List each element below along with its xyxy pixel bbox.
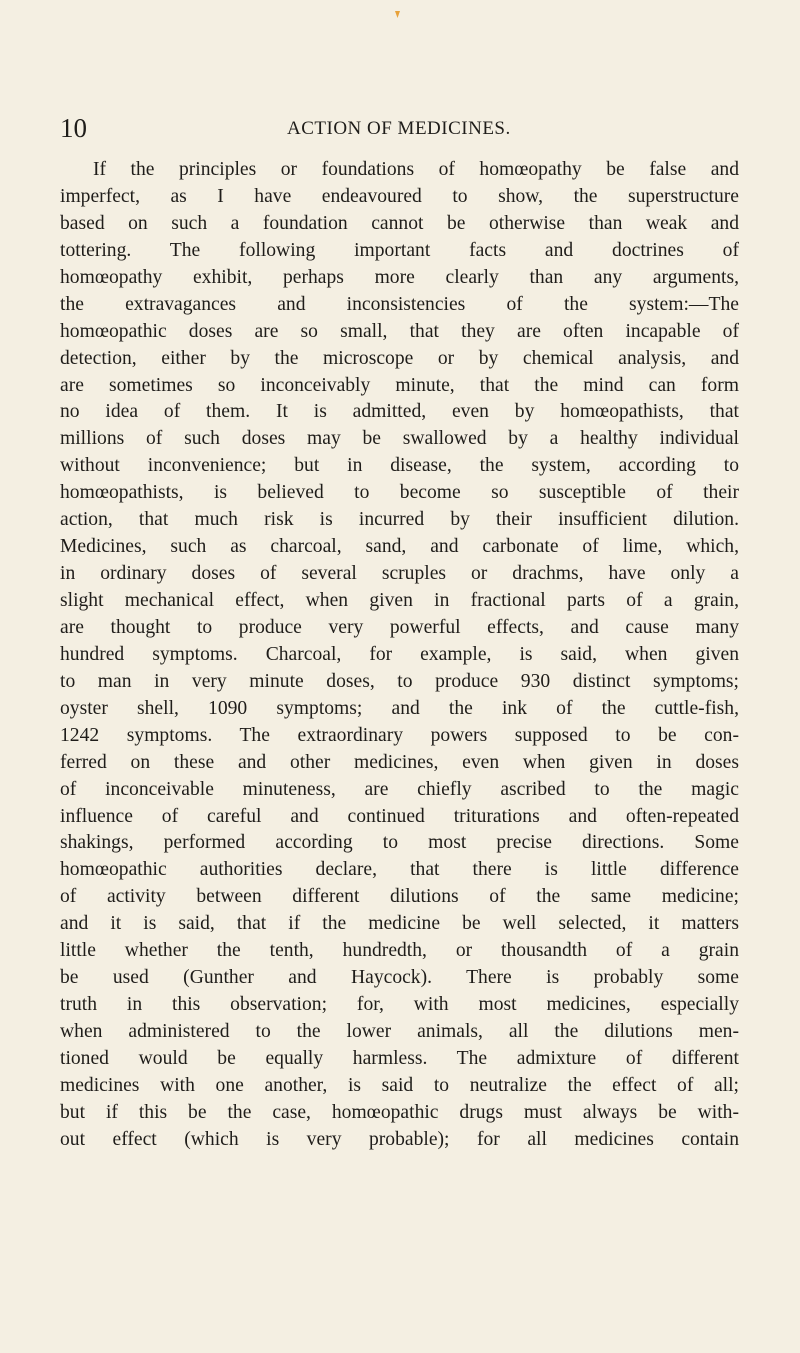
text-line: homœopathic doses are so small, that they are often incapable of <box>60 320 739 342</box>
text-line: little whether the tenth, hundredth, or thousandth of a grain <box>60 940 739 962</box>
text-line: homœopathists, is believed to become so susceptible of their <box>60 482 739 504</box>
text-line: when administered to the lower animals, all the dilutions men- <box>60 1021 739 1042</box>
page-number: 10 <box>60 113 87 143</box>
text-line: influence of careful and continued triturations and often-repeated <box>60 805 739 827</box>
text-line: and it is said, that if the medicine be well selected, it matters <box>60 913 739 935</box>
text-line: homœopathic authorities declare, that there is little difference <box>60 859 739 881</box>
text-line: out effect (which is very probable); for all medicines contain <box>60 1128 739 1150</box>
text-line: of activity between different dilutions of the same medicine; <box>60 886 739 908</box>
text-line: tioned would be equally harmless. The admixture of different <box>60 1047 739 1069</box>
text-line: are thought to produce very powerful effects, and cause many <box>60 616 739 638</box>
text-line: shakings, performed according to most precise directions. Some <box>60 832 739 854</box>
text-line: slight mechanical effect, when given in fractional parts of a grain, <box>60 590 739 611</box>
text-line: hundred symptoms. Charcoal, for example, is said, when given <box>60 643 739 665</box>
text-line: Medicines, such as charcoal, sand, and carbonate of lime, which, <box>60 536 739 558</box>
text-line: detection, either by the microscope or by chemical analysis, and <box>60 347 739 369</box>
text-line: truth in this observation; for, with most medicines, especially <box>60 994 739 1016</box>
text-line: but if this be the case, homœopathic drugs must always be with- <box>60 1101 739 1123</box>
text-line: ferred on these and other medicines, even when given in doses <box>60 751 739 773</box>
text-line: based on such a foundation cannot be otherwise than weak and <box>60 212 739 234</box>
text-line: If the principles or foundations of homœopathy be false and <box>93 159 739 180</box>
text-line: 1242 symptoms. The extraordinary powers supposed to be con- <box>60 724 739 746</box>
text-line: medicines with one another, is said to neutralize the effect of all; <box>60 1074 739 1096</box>
text-line: be used (Gunther and Haycock). There is probably some <box>60 967 739 989</box>
text-line: are sometimes so inconceivably minute, that the mind can form <box>60 374 739 396</box>
text-line: oyster shell, 1090 symptoms; and the ink of the cuttle-fish, <box>60 697 739 719</box>
text-line: in ordinary doses of several scruples or drachms, have only a <box>60 563 739 585</box>
body-text <box>60 157 739 1154</box>
text-line: homœopathy exhibit, perhaps more clearly than any arguments, <box>60 266 739 288</box>
text-line: of inconceivable minuteness, are chiefly ascribed to the magic <box>60 778 739 800</box>
orange-ink-mark-icon <box>394 10 401 19</box>
running-title: ACTION OF MEDICINES. <box>287 118 511 139</box>
text-line: millions of such doses may be swallowed by a healthy individual <box>60 428 739 450</box>
text-line: no idea of them. It is admitted, even by homœopathists, that <box>60 401 739 423</box>
text-line: to man in very minute doses, to produce 930 distinct symptoms; <box>60 670 739 692</box>
page-header <box>60 110 740 146</box>
text-line: the extravagances and inconsistencies of the system:—The <box>60 293 739 315</box>
text-line: action, that much risk is incurred by their insufficient dilution. <box>60 509 739 531</box>
text-line: tottering. The following important facts and doctrines of <box>60 239 739 261</box>
text-line: imperfect, as I have endeavoured to show, the superstructure <box>60 185 739 207</box>
text-line: without inconvenience; but in disease, the system, according to <box>60 455 739 477</box>
